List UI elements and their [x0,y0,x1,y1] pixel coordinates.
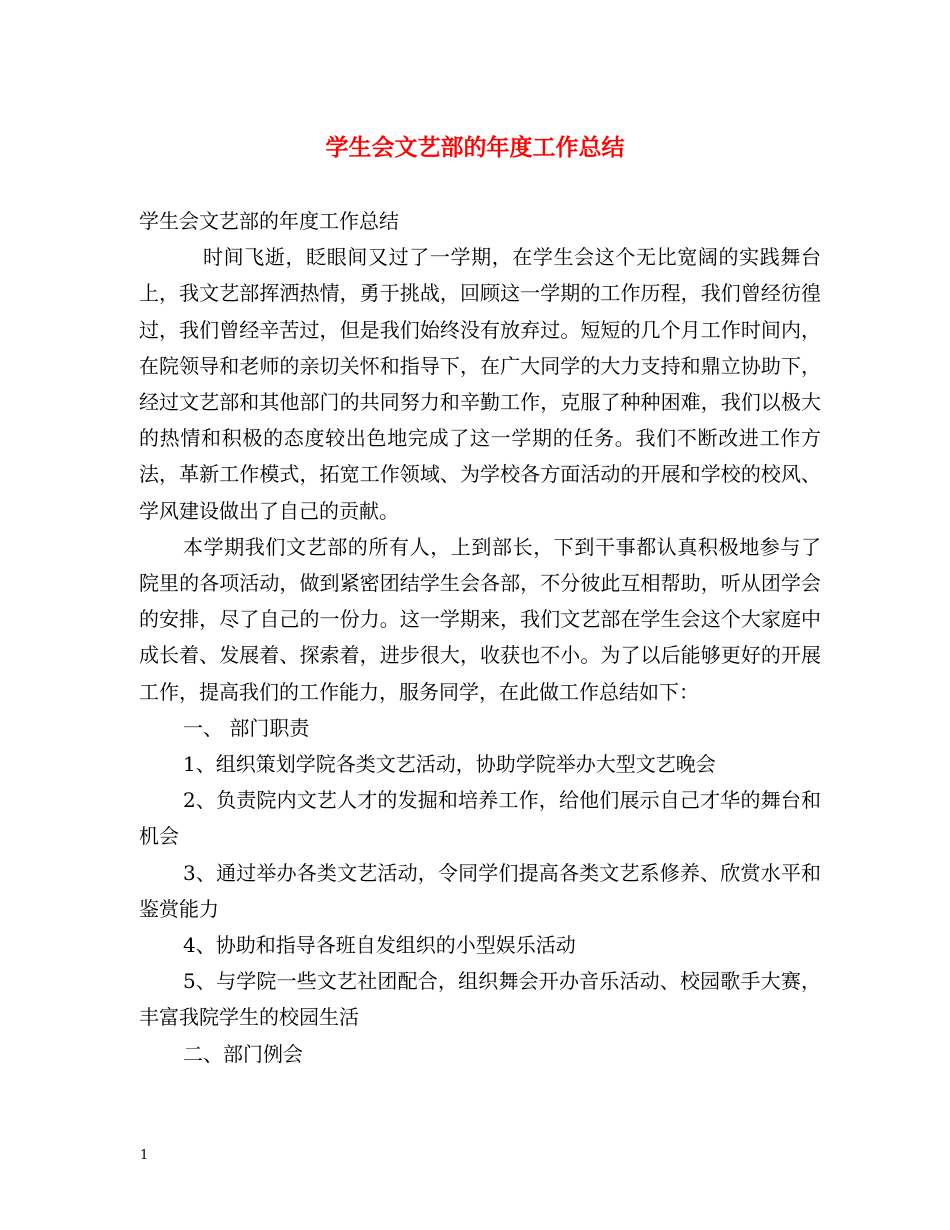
page-number: 1 [140,1148,149,1163]
paragraph-intro: 时间飞逝，眨眼间又过了一学期，在学生会这个无比宽阔的实践舞台上，我文艺部挥洒热情，勇于挑战，回顾这一学期的工作历程，我们曾经彷徨过，我们曾经辛苦过，但是我们始终没有放弃过。短短的几个月工作时间内，在院领导和老师的亲切关怀和指导下，在广大同学的大力支持和鼎立协助下，经过文艺部和其他部门的共同努力和辛勤工作，克服了种种困难，我们以极大的热情和积极的态度较出色地完成了这一学期的任务。我们不断改进工作方法，革新工作模式，拓宽工作领域、为学校各方面活动的开展和学校的校风、学风建设做出了自己的贡献。 [139,245,821,523]
section-heading-meetings: 二、部门例会 [183,1041,303,1066]
list-item-duty-2: 2、负责院内文艺人才的发掘和培养工作，给他们展示自己才华的舞台和机会 [139,788,821,849]
list-item-duty-1: 1、组织策划学院各类文艺活动，协助学院举办大型文艺晚会 [183,752,716,777]
document-subtitle: 学生会文艺部的年度工作总结 [139,209,399,233]
list-item-duty-3: 3、通过举办各类文艺活动，令同学们提高各类文艺系修养、欣赏水平和鉴赏能力 [139,860,821,921]
section-heading-duties: 一、 部门职责 [183,715,310,740]
paragraph-semester: 本学期我们文艺部的所有人，上到部长，下到干事都认真积极地参与了院里的各项活动，做到紧密团结学生会各部，不分彼此互相帮助，听从团学会的安排，尽了自己的一份力。这一学期来，我们文艺部在学生会这个大家庭中成长着、发展着、探索着，进步很大，收获也不小。为了以后能够更好的开展工作，提高我们的工作能力，服务同学，在此做工作总结如下： [139,534,821,704]
list-item-duty-4: 4、协助和指导各班自发组织的小型娱乐活动 [183,933,576,958]
list-item-duty-5: 5、与学院一些文艺社团配合，组织舞会开办音乐活动、校园歌手大赛，丰富我院学生的校园生活 [139,969,821,1030]
document-title: 学生会文艺部的年度工作总结 [325,134,625,161]
document-body [139,203,821,1072]
